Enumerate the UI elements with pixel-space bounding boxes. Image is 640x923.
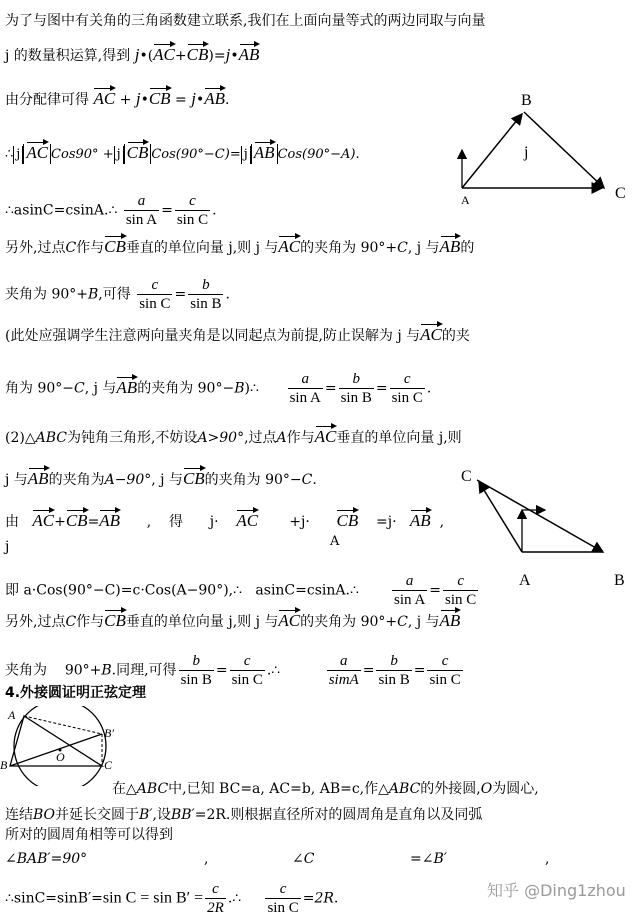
text: j· bbox=[209, 514, 219, 530]
vector-AB: AB bbox=[439, 611, 461, 630]
var-BO: BO bbox=[33, 807, 56, 823]
op: = bbox=[215, 662, 228, 679]
text: 的夹 bbox=[441, 328, 470, 344]
text: =2R.则根据直径所对的圆周角是直角以及同弧 bbox=[194, 807, 483, 823]
text: , j 与 bbox=[407, 614, 440, 630]
fraction: $\frac{c}{2R}$ bbox=[207, 881, 224, 916]
text-line bbox=[5, 850, 87, 868]
fraction: $\frac{c}{\text{sin C}}$ bbox=[139, 277, 171, 312]
vector-AC: AC bbox=[32, 511, 55, 530]
var-O: O bbox=[480, 781, 493, 797]
vector-AB: AB bbox=[253, 143, 275, 162]
var-C: C bbox=[397, 240, 408, 256]
vector-AC: AC bbox=[153, 45, 175, 64]
op: + bbox=[54, 514, 66, 530]
text-line: j 的数量积运算,得到 j•(AC+CB)=j•AB bbox=[5, 45, 260, 64]
op: = bbox=[362, 662, 375, 679]
fraction: $\frac{c}{\text{sin C}}$ bbox=[231, 653, 263, 688]
text: 为圆心, bbox=[492, 781, 539, 797]
watermark: 知乎 @Ding1zhou bbox=[487, 881, 626, 900]
cos-term: Cos(90°−A) bbox=[277, 147, 356, 162]
op: = bbox=[229, 147, 241, 162]
fig1-label-B: B bbox=[521, 92, 532, 109]
text: .同理,可得 bbox=[111, 662, 177, 679]
var-C: C bbox=[397, 614, 408, 630]
fraction: $\frac{c}{\text{sin C}}$ bbox=[267, 881, 299, 916]
vector-CB: CB bbox=[186, 45, 209, 64]
op: = bbox=[213, 48, 226, 64]
text: =j· bbox=[376, 514, 397, 530]
text: j 与 bbox=[5, 472, 28, 488]
section-heading: 4.外接圆证明正弦定理 bbox=[5, 685, 147, 701]
value-2R: 2R bbox=[314, 890, 334, 907]
op: + bbox=[119, 92, 132, 108]
angle-C: ∠C bbox=[292, 851, 315, 867]
fig1-label-j: j bbox=[524, 144, 529, 161]
text: 的 bbox=[460, 240, 475, 256]
op: + bbox=[102, 147, 114, 162]
vector-CB: CB bbox=[126, 143, 149, 162]
var-ABC: ABC bbox=[136, 781, 169, 797]
text: +j· bbox=[289, 514, 310, 530]
op: = bbox=[174, 286, 187, 303]
text: 由分配律可得 bbox=[5, 92, 89, 108]
op: = bbox=[429, 582, 442, 599]
fraction: $\frac{c}{\text{sin C}}$ bbox=[176, 193, 209, 228]
fraction: $\frac{b}{\text{sin B}}$ bbox=[190, 277, 222, 312]
op: = bbox=[175, 92, 187, 108]
text: , bbox=[204, 851, 209, 867]
vector-AC: AC bbox=[236, 511, 259, 530]
text: ,过点 bbox=[244, 430, 277, 446]
angle: ∠BAB′=90° bbox=[5, 851, 88, 867]
cos-term: Cos90° bbox=[51, 147, 99, 162]
text-line bbox=[5, 276, 230, 313]
fig3-label-B: B bbox=[0, 758, 8, 772]
bullet: • bbox=[140, 92, 149, 108]
angle-Bprime: =∠B′ bbox=[410, 851, 447, 867]
fraction: $\frac{b}{\text{sin B}}$ bbox=[180, 653, 212, 688]
text: (此处应强调学生注意两向量夹角是以同起点为前提,防止误解为 j 与 bbox=[5, 328, 421, 344]
text: 90°+ bbox=[64, 662, 102, 679]
abs-j: j bbox=[114, 146, 124, 164]
op: + bbox=[174, 48, 187, 64]
var-j: j bbox=[134, 45, 140, 64]
text: .∴ bbox=[227, 890, 242, 907]
fig3-label-O: O bbox=[56, 750, 65, 764]
op: = bbox=[302, 890, 315, 907]
fraction: $\frac{a}{\text{simA}}$ bbox=[328, 653, 359, 688]
text-line bbox=[5, 806, 482, 824]
text-line bbox=[5, 192, 217, 229]
text: , j 与 bbox=[84, 380, 117, 397]
var-B: B bbox=[101, 662, 112, 679]
text: 另外,过点 bbox=[5, 614, 66, 630]
text-line: j bbox=[5, 539, 10, 555]
text: )∴ bbox=[244, 380, 259, 397]
fig2-label-C: C bbox=[461, 468, 472, 485]
var-A: A bbox=[276, 430, 287, 446]
vector-AB: AB bbox=[116, 377, 138, 397]
var-j: j bbox=[225, 45, 231, 64]
text: 连结 bbox=[5, 807, 33, 823]
text: 即 a·Cos(90°−C)=c·Cos(A−90°),∴ bbox=[5, 582, 243, 599]
fraction: $\frac{c}{\text{sin C}}$ bbox=[391, 371, 423, 406]
text-line bbox=[112, 780, 539, 798]
fraction: $\frac{a}{\text{sin A}}$ bbox=[125, 193, 158, 228]
text: 为钝角三角形,不妨设 bbox=[66, 430, 198, 446]
var-j: j bbox=[191, 89, 196, 108]
text: 作与 bbox=[286, 430, 315, 446]
fraction: $\frac{b}{\text{sin B}}$ bbox=[340, 371, 372, 406]
vector-CB: CB bbox=[104, 611, 126, 630]
vector-CB: CB bbox=[182, 469, 205, 488]
fig2-label-B: B bbox=[614, 572, 625, 589]
text: 由 bbox=[5, 514, 19, 530]
text: 的夹角为 90°− bbox=[204, 472, 302, 488]
text: , j 与 bbox=[407, 240, 440, 256]
text-line bbox=[5, 612, 460, 631]
text-line: 为了与图中有关角的三角函数建立联系,我们在上面向量等式的两边同取与向量 bbox=[5, 13, 486, 29]
text: , bbox=[545, 851, 550, 867]
period: . bbox=[224, 92, 230, 108]
text-line bbox=[5, 428, 462, 447]
vector-AC: AC bbox=[314, 427, 337, 446]
var-C: C bbox=[301, 472, 313, 488]
text: ∴sinC=sinB′= bbox=[5, 890, 103, 907]
text: 的夹角为 90°+ bbox=[300, 614, 398, 630]
period: . bbox=[333, 890, 339, 907]
text: , bbox=[439, 514, 445, 530]
text-line bbox=[5, 572, 480, 609]
var-B: B bbox=[88, 286, 99, 303]
text: 另外,过点 bbox=[5, 240, 66, 256]
cond: A>90° bbox=[197, 430, 245, 446]
var-ABC: ABC bbox=[35, 430, 67, 446]
text-line bbox=[5, 512, 444, 531]
text: 中,已知 BC=a, AC=b, AB=c,作△ bbox=[168, 781, 389, 797]
text-line bbox=[5, 880, 338, 917]
fig3-label-A: A bbox=[8, 708, 16, 722]
circumcircle-figure bbox=[2, 706, 122, 786]
fig3-label-Bp: B′ bbox=[104, 726, 114, 740]
abs-CB bbox=[124, 144, 152, 164]
var-Bprime: B′ bbox=[139, 807, 153, 823]
text: 得 bbox=[169, 514, 184, 530]
text-line bbox=[5, 90, 229, 109]
vector-AC: AC bbox=[420, 325, 442, 344]
op: = bbox=[413, 662, 426, 679]
text: 夹角为 90°+ bbox=[5, 286, 88, 303]
cos-term: Cos(90°−C) bbox=[151, 147, 230, 162]
text: 垂直的单位向量 j,则 bbox=[336, 430, 462, 446]
vector-AB: AB bbox=[27, 469, 49, 488]
var-C: C bbox=[65, 614, 77, 630]
period: . bbox=[212, 202, 217, 219]
bullet: • bbox=[195, 92, 205, 108]
op: = bbox=[324, 380, 337, 397]
text: 作与 bbox=[76, 614, 105, 630]
var-j: j bbox=[135, 89, 141, 108]
text: 的外接圆, bbox=[420, 781, 481, 797]
fig2-label-A: A bbox=[519, 572, 531, 589]
op: = bbox=[375, 380, 388, 397]
fraction: $\frac{b}{\text{sin B}}$ bbox=[378, 653, 410, 688]
period: . bbox=[426, 380, 432, 397]
text-line bbox=[5, 144, 360, 164]
text: , bbox=[146, 514, 152, 530]
var-BBprime: BB′ bbox=[170, 807, 195, 823]
var-C: C bbox=[74, 380, 85, 397]
label-A: A bbox=[330, 534, 340, 549]
var-ABC: ABC bbox=[388, 781, 421, 797]
fraction: $\frac{a}{\text{sin A}}$ bbox=[394, 573, 426, 608]
text: .∴ bbox=[266, 662, 281, 679]
vector-CB: CB bbox=[148, 89, 171, 108]
abs-AB bbox=[251, 144, 278, 164]
vector-CB: CB bbox=[65, 511, 88, 530]
vector-AC: AC bbox=[278, 611, 301, 630]
angle: A−90° bbox=[104, 472, 152, 488]
vector-AC: AC bbox=[93, 89, 116, 108]
op: = bbox=[87, 514, 100, 530]
text-line bbox=[5, 238, 474, 257]
op: = bbox=[161, 202, 173, 219]
triangle-figure-1 bbox=[452, 100, 622, 220]
fig3-label-C: C bbox=[104, 758, 113, 772]
text: ,可得 bbox=[98, 286, 131, 303]
text: 的夹角为 90°+ bbox=[300, 240, 398, 256]
bullet: • bbox=[139, 48, 148, 64]
text: 垂直的单位向量 j,则 j 与 bbox=[125, 240, 279, 256]
vector-AB: AB bbox=[204, 89, 225, 108]
period: . bbox=[312, 472, 317, 488]
vector-AB: AB bbox=[238, 45, 260, 64]
equation: sin C = sin B′ = bbox=[102, 889, 204, 907]
fraction: $\frac{c}{\text{sin C}}$ bbox=[445, 573, 477, 608]
text: 角为 90°− bbox=[5, 380, 74, 397]
text-line bbox=[5, 326, 470, 345]
abs-j: j bbox=[241, 146, 251, 164]
period: . bbox=[355, 147, 360, 162]
therefore: ∴ bbox=[5, 147, 14, 162]
text: 作与 bbox=[76, 240, 105, 256]
bullet: • bbox=[230, 48, 239, 64]
triangle-figure-2 bbox=[465, 470, 615, 570]
abs-AC bbox=[23, 144, 51, 164]
fraction: $\frac{c}{\text{sin C}}$ bbox=[429, 653, 461, 688]
text: 的夹角为 90°− bbox=[137, 380, 235, 397]
vector-CB: CB bbox=[104, 237, 126, 256]
vector-CB: CB bbox=[336, 511, 359, 530]
var-B: B bbox=[234, 380, 245, 397]
text: 垂直的单位向量 j,则 j 与 bbox=[125, 614, 279, 630]
text: asinC=csinA.∴ bbox=[255, 582, 359, 599]
vector-AB: AB bbox=[439, 237, 461, 256]
text: 在△ bbox=[112, 781, 137, 797]
text: ,设 bbox=[152, 807, 171, 823]
abs-j: j bbox=[13, 146, 23, 164]
text: 并延长交圆于 bbox=[55, 807, 140, 823]
vector-AB: AB bbox=[409, 511, 431, 530]
var-C: C bbox=[65, 240, 77, 256]
text-line: 所对的圆周角相等可以得到 bbox=[5, 827, 173, 843]
text-line bbox=[5, 470, 317, 489]
text-line bbox=[5, 370, 431, 407]
text: j 的数量积运算,得到 bbox=[5, 48, 131, 64]
fig1-label-A: A bbox=[461, 193, 470, 207]
vector-AC: AC bbox=[278, 237, 301, 256]
text: ∴asinC=csinA.∴ bbox=[5, 202, 118, 219]
text: 夹角为 bbox=[5, 662, 47, 679]
text: (2)△ bbox=[5, 430, 36, 446]
vector-AB: AB bbox=[99, 511, 121, 530]
fig1-label-C: C bbox=[615, 185, 626, 202]
vector-AC: AC bbox=[26, 143, 49, 162]
fraction: $\frac{a}{\text{sin A}}$ bbox=[289, 371, 321, 406]
period: . bbox=[225, 286, 230, 303]
text: 的夹角为 bbox=[48, 472, 105, 488]
text: , j 与 bbox=[151, 472, 183, 488]
